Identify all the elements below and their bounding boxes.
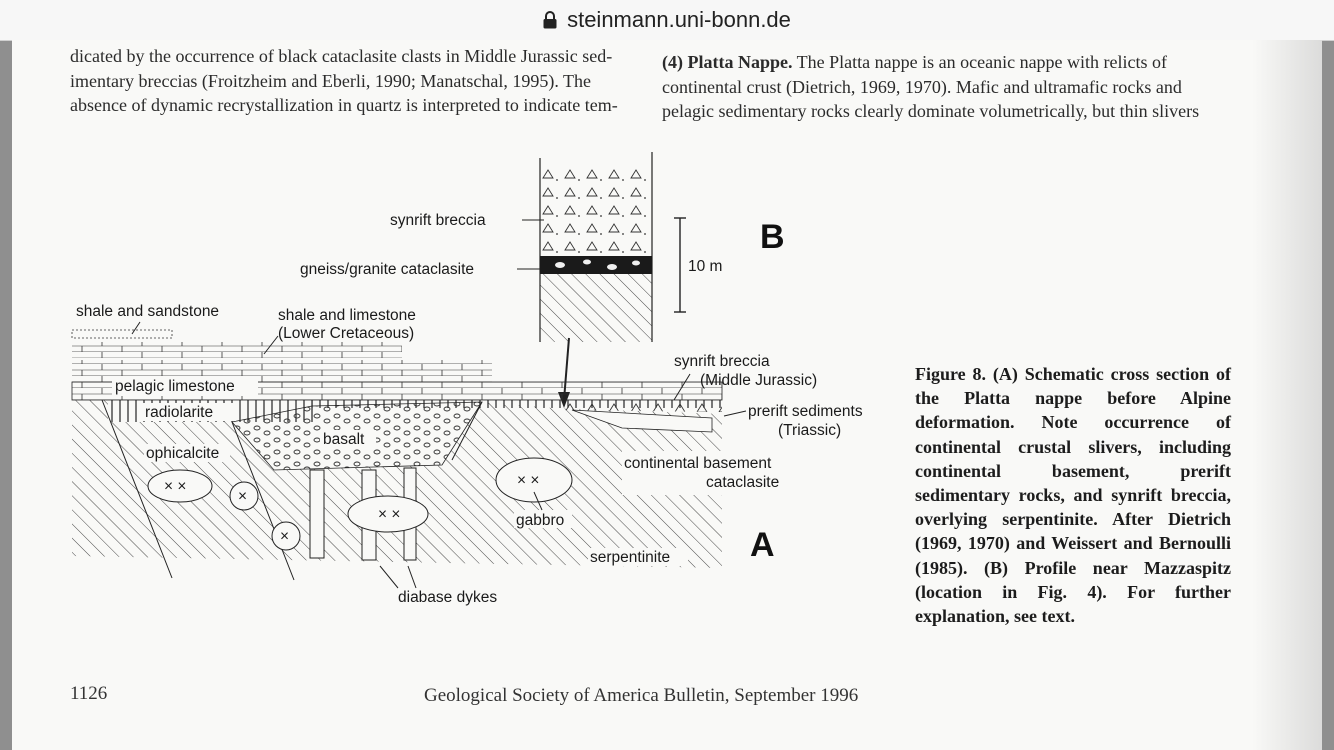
label-synrift-breccia-a: synrift breccia (674, 353, 770, 370)
label-radiolarite: radiolarite (145, 404, 214, 421)
label-lower-cretaceous: (Lower Cretaceous) (278, 325, 415, 342)
label-basalt: basalt (323, 431, 365, 448)
label-ophicalcite: ophicalcite (146, 445, 220, 462)
label-shale-sandstone: shale and sandstone (76, 303, 220, 320)
page-number: 1126 (70, 683, 108, 704)
text-line: imentary breccias (Froitzheim and Eberli, 1990; Manatschal, 1995). The (70, 70, 592, 91)
panel-a-label: A (750, 526, 775, 564)
text-line: continental crust (Dietrich, 1969, 1970). Mafic and ultramafic rocks and (662, 76, 1182, 97)
svg-text:× ×: × × (164, 478, 187, 495)
figure-caption: Figure 8. (A) Schematic cross section of the Platta nappe before Alpine deformation. Note occurrence of continental crustal slivers, including continental basement, prerift sedimentary rocks, and synrift breccia, overlying serpentinite. After Dietrich (1969, 1970) and Weissert and Bernoulli (1985). (B) Profile near Mazzaspitz (location in Fig. 4). For further explanation, see text. (915, 364, 1231, 627)
svg-text:× ×: × × (378, 506, 401, 523)
lock-icon (543, 11, 557, 29)
text-line: dicated by the occurrence of black cataclasite clasts in Middle Jurassic sed- (70, 46, 613, 66)
synrift-breccia-layer-b (540, 168, 652, 256)
text-line: pelagic sedimentary rocks clearly dominate volumetrically, but thin slivers (662, 101, 1200, 121)
section-heading: (4) Platta Nappe. (662, 52, 793, 72)
journal-footer: Geological Society of America Bulletin, September 1996 (424, 685, 859, 706)
page-edge-shadow (1252, 40, 1322, 750)
basement-layer-b (540, 274, 652, 342)
url-text: steinmann.uni-bonn.de (567, 7, 791, 32)
scale-label: 10 m (688, 258, 723, 275)
label-middle-jurassic: (Middle Jurassic) (700, 372, 818, 389)
text-line: absence of dynamic recrystallization in quartz is interpreted to indicate tem- (70, 95, 618, 115)
label-diabase-dykes: diabase dykes (398, 589, 498, 606)
svg-text:× ×: × × (517, 472, 540, 489)
svg-text:×: × (238, 488, 248, 505)
label-synrift-breccia-b: synrift breccia (390, 212, 486, 229)
label-continental-basement: continental basement (624, 455, 772, 472)
label-serpentinite: serpentinite (590, 549, 671, 566)
svg-text:×: × (280, 528, 290, 545)
label-prerift-sediments: prerift sediments (748, 403, 863, 420)
address-bar[interactable] (0, 0, 1334, 41)
text-line: The Platta nappe is an oceanic nappe with relicts of (792, 52, 1168, 72)
label-cataclasite: cataclasite (706, 474, 780, 491)
cross-section-a (72, 303, 863, 606)
label-shale-limestone: shale and limestone (278, 307, 416, 324)
label-pelagic-limestone: pelagic limestone (115, 378, 235, 395)
panel-b-label: B (760, 218, 785, 256)
label-gabbro: gabbro (516, 512, 565, 529)
pdf-page (12, 40, 1322, 750)
label-triassic: (Triassic) (778, 422, 842, 439)
label-gneiss-cataclasite: gneiss/granite cataclasite (300, 261, 475, 278)
